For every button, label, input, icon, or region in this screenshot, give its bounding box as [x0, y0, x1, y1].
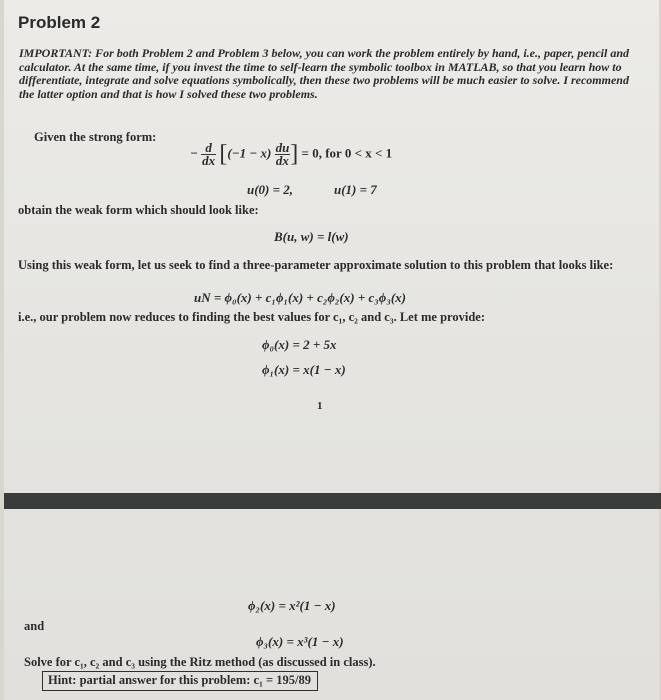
bracket-open: [ — [219, 141, 228, 167]
given-label: Given the strong form: — [34, 130, 157, 144]
phi3-definition: ϕ₃(x) = x³(1 − x) — [256, 634, 344, 649]
important-paragraph: IMPORTANT: For both Problem 2 and Problem 3 below, you can work the problem entirely by hand, i.e., paper, pencil and calculator. At the same time, if you invest the time to self-learn the symbolic toolbox in MATLAB, so that you learn how to differentiate, integrate and solve equations symbolically, then these two problems will be much easier to solve. I recommend the latter option and that is how I solved these two problems. — [19, 46, 630, 101]
weak-form-equation: B(u, w) = l(w) — [274, 229, 349, 244]
du-dx-fraction — [275, 142, 291, 167]
approximate-solution: uN = ϕ₀(x) + c₁ϕ₁(x) + c₂ϕ₂(x) + c₃ϕ₃(x) — [194, 290, 407, 305]
page-number: 1 — [317, 400, 323, 412]
obtain-text: obtain the weak form which should look like: — [18, 203, 259, 217]
dx-denominator: dx — [202, 153, 216, 168]
solve-text: Solve for c₁, c₂ and c₃ using the Ritz method (as discussed in class). — [24, 655, 376, 669]
problem-title: Problem 2 — [18, 13, 101, 32]
hint-box: Hint: partial answer for this problem: c₁ = 195/89 — [42, 671, 318, 691]
phi0-definition: ϕ₀(x) = 2 + 5x — [262, 337, 337, 352]
reduces-text: i.e., our problem now reduces to finding the best values for c₁, c₂ and c₃. Let me provide: — [18, 310, 486, 324]
document-page — [4, 0, 659, 700]
d-dx-fraction — [201, 142, 216, 167]
bracket-close: ] — [290, 141, 299, 167]
page-divider — [4, 493, 661, 509]
phi2-definition: ϕ₂(x) = x²(1 − x) — [248, 598, 336, 613]
boundary-condition-1: u(0) = 2, — [247, 182, 294, 197]
ode-equation — [190, 141, 392, 168]
ode-rest: = 0, for 0 < x < 1 — [301, 145, 393, 161]
ode-minus: − — [190, 145, 198, 161]
du-numerator: du — [275, 140, 290, 155]
d-numerator: d — [201, 142, 216, 155]
du-dx-denominator: dx — [275, 153, 289, 168]
ode-inner-term: (−1 − x) — [227, 145, 272, 161]
and-label: and — [24, 619, 45, 633]
phi1-definition: ϕ₁(x) = x(1 − x) — [262, 362, 346, 377]
boundary-condition-2: u(1) = 7 — [334, 182, 377, 197]
using-text: Using this weak form, let us seek to find a three-parameter approximate solution to this problem that looks like: — [18, 258, 614, 272]
